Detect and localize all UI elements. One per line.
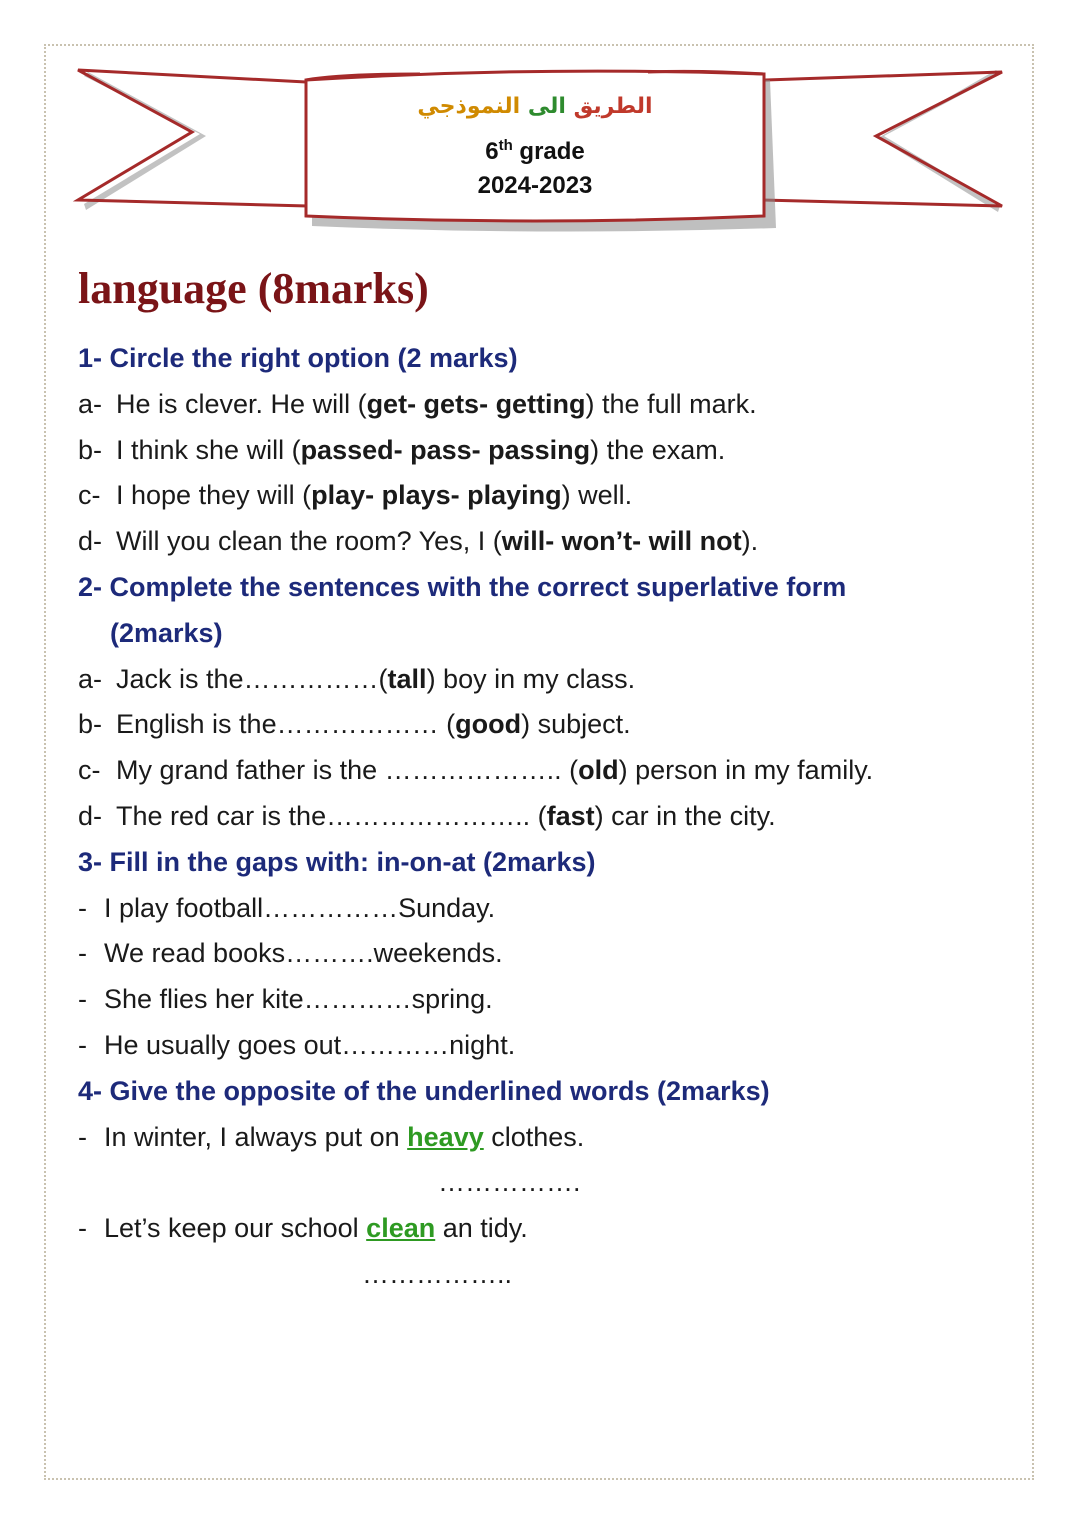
underlined-word-clean: clean [366,1213,436,1244]
q3-item-1[interactable]: - I play football……………Sunday. [78,892,496,923]
q1-c-options[interactable]: play- plays- playing [311,480,562,511]
q4-item-1: - In winter, I always put on heavy clothes. [78,1121,585,1152]
arabic-word-2: الى [527,94,566,119]
q3-item-3[interactable]: - She flies her kite…………spring. [78,984,493,1015]
worksheet-content [78,336,978,1298]
q3-item-4[interactable]: - He usually goes out…………night. [78,1029,516,1060]
q2-item-a: a- Jack is the……………(tall) boy in my class. [78,663,636,694]
q1-a-options[interactable]: get- gets- getting [366,388,586,419]
q1-item-b: b- I think she will (passed- pass- passing) the exam. [78,434,726,465]
q1-item-a: a- He is clever. He will (get- gets- getting) the full mark. [78,388,757,419]
arabic-word-3: النموذجي [417,94,521,119]
q1-item-c: c- I hope they will (play- plays- playing) well. [78,480,633,511]
q1-d-options[interactable]: will- won’t- will not [501,526,742,557]
q4-answer-2[interactable]: …………….. [362,1258,513,1289]
question-2-marks: (2marks) [110,617,223,648]
page-heading: language (8marks) [78,264,429,313]
question-2-title: 2- Complete the sentences with the correct superlative form [78,571,847,602]
q2-item-d: d- The red car is the………………….. (fast) car in the city. [78,800,776,831]
grade-label: 6th grade [485,137,585,165]
question-3-title: 3- Fill in the gaps with: in-on-at (2marks) [78,846,596,877]
q2-item-c: c- My grand father is the ……………….. (old) person in my family. [78,755,874,786]
year-label: 2024-2023 [477,172,593,199]
arabic-word-1: الطريق [573,94,653,119]
banner-text [306,92,764,202]
question-1-title: 1- Circle the right option (2 marks) [78,343,518,373]
arabic-title [306,92,764,122]
q3-item-2[interactable]: - We read books……….weekends. [78,938,503,969]
q4-answer-1[interactable]: ……………. [438,1167,581,1198]
underlined-word-heavy: heavy [407,1121,484,1152]
question-4-title: 4- Give the opposite of the underlined words (2marks) [78,1075,770,1106]
q1-item-d: d- Will you clean the room? Yes, I (will- won’t- will not). [78,526,759,557]
q1-b-options[interactable]: passed- pass- passing [300,434,591,465]
q2-item-b: b- English is the……………… (good) subject. [78,709,631,740]
q4-item-2: - Let’s keep our school clean an tidy. [78,1213,528,1244]
